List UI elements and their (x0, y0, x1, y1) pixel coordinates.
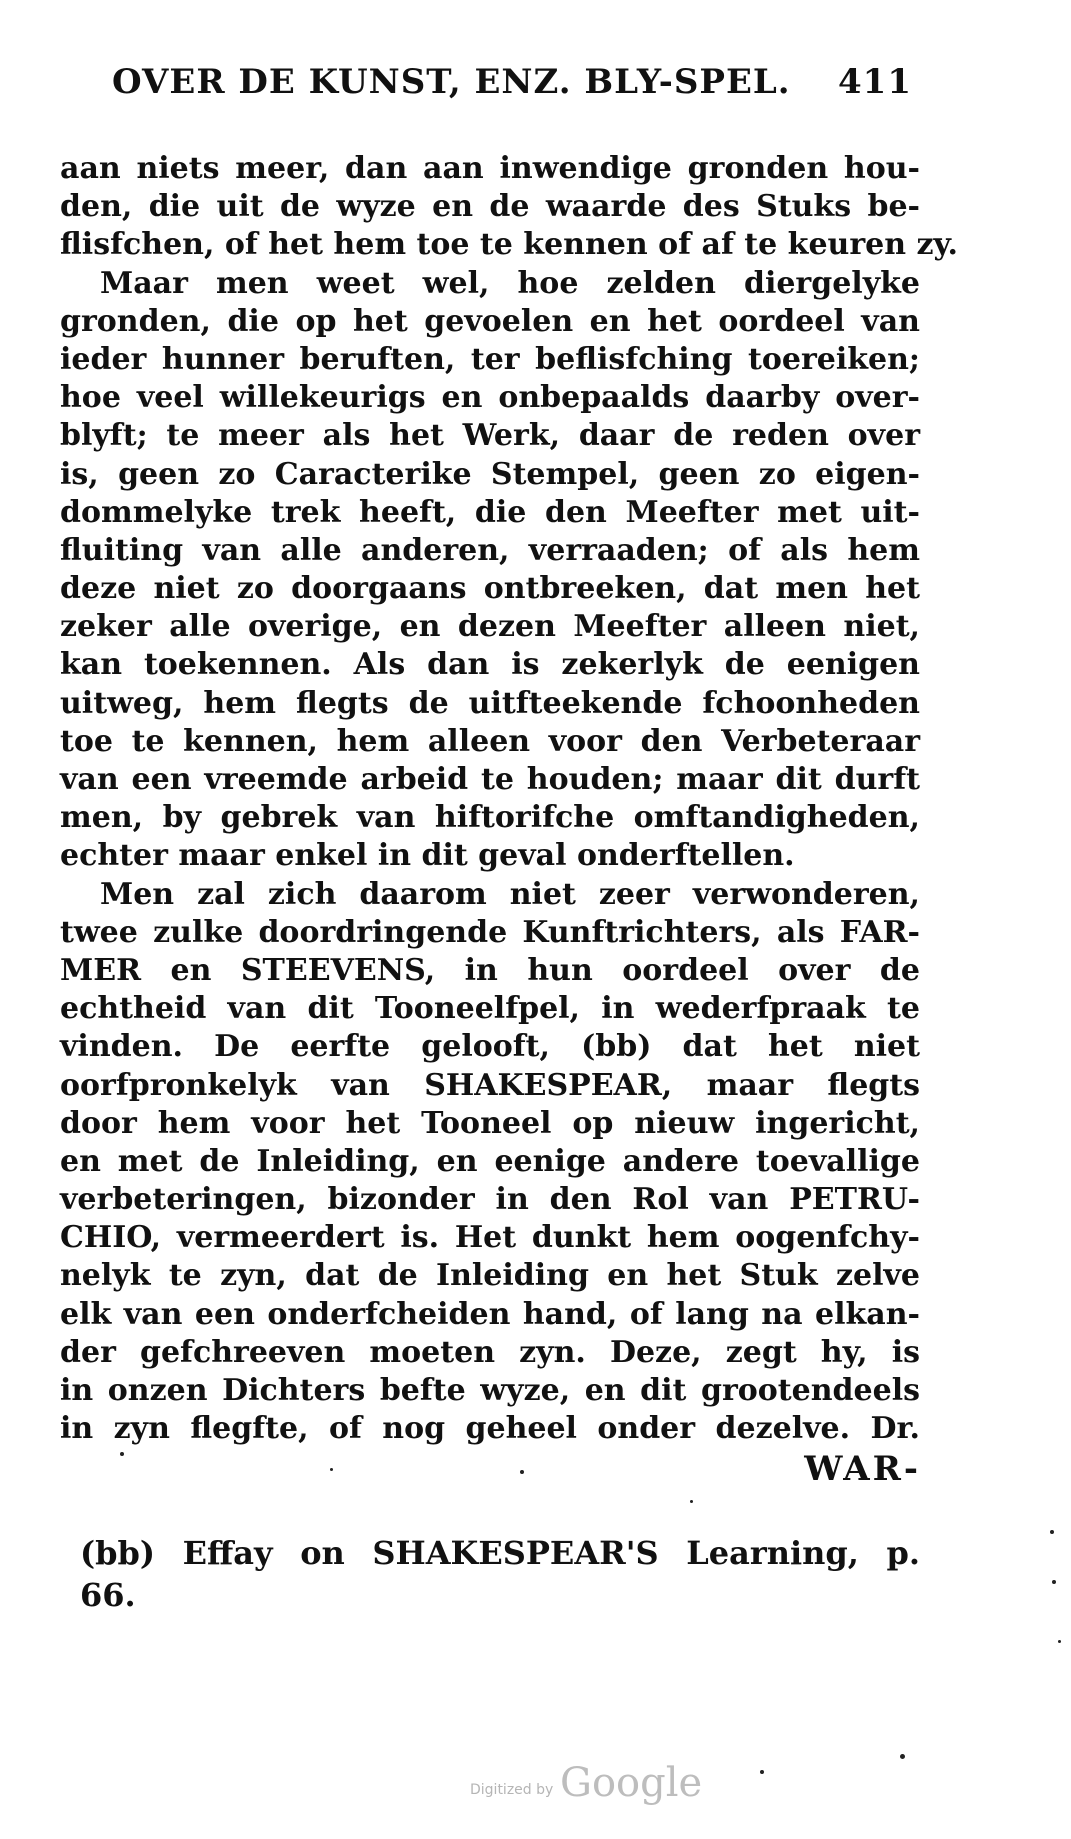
text-line: nelyk te zyn, dat de Inleiding en het Stuk zelve (60, 1258, 920, 1294)
body-text (60, 150, 958, 1448)
ink-speck (520, 1470, 524, 1474)
text-line: in zyn flegfte, of nog geheel onder dezelve. Dr. (60, 1411, 920, 1447)
text-line: fluiting van alle anderen, verraaden; of als hem (60, 532, 920, 568)
text-line: Men zal zich daarom niet zeer verwonderen, (100, 876, 920, 912)
text-line: in onzen Dichters befte wyze, en dit grootendeels (60, 1373, 920, 1408)
running-title: OVER DE KUNST, ENZ. BLY-SPEL. (112, 62, 791, 102)
text-line: verbeteringen, bizonder in den Rol van PETRU- (60, 1182, 920, 1218)
text-line: aan niets meer, dan aan inwendige gronden hou- (60, 151, 920, 186)
text-line: toe te kennen, hem alleen voor den Verbeteraar (60, 723, 920, 759)
watermark-prefix: Digitized by (470, 1782, 554, 1798)
text-line: is, geen zo Caracterike Stempel, geen zo eigen- (60, 456, 920, 492)
text-line: CHIO, vermeerdert is. Het dunkt hem oogenfchy- (60, 1220, 920, 1256)
text-line: twee zulke doordringende Kunftrichters, als FAR- (60, 914, 920, 950)
text-line: uitweg, hem flegts de uitfteekende fchoonheden (60, 685, 920, 721)
text-line: oorfpronkelyk van SHAKESPEAR, maar flegts (60, 1067, 920, 1103)
footnote (80, 1532, 920, 1616)
text-line: kan toekennen. Als dan is zekerlyk de eenigen (60, 647, 920, 683)
footnote-line: 66. (80, 1576, 136, 1614)
text-line: van een vreemde arbeid te houden; maar dit durft (60, 762, 920, 797)
text-line: echter maar enkel in dit geval onderftellen. (60, 838, 795, 874)
text-line: hoe veel willekeurigs en onbepaalds daarby over- (60, 380, 920, 416)
text-line: deze niet zo doorgaans ontbreeken, dat men het (60, 571, 920, 607)
text-line: vinden. De eerfte gelooft, (bb) dat het niet (60, 1029, 920, 1065)
digitized-watermark (470, 1762, 770, 1808)
ink-speck (1052, 1580, 1056, 1584)
text-line: dommelyke trek heeft, die den Meefter met uit- (60, 494, 920, 530)
ink-speck (1050, 1530, 1054, 1534)
text-line: den, die uit de wyze en de waarde des Stuks be- (60, 189, 920, 225)
running-head (112, 62, 912, 112)
ink-speck (120, 1452, 124, 1456)
text-line: en met de Inleiding, en eenige andere toevallige (60, 1143, 920, 1179)
text-line: blyft; te meer als het Werk, daar de reden over (60, 418, 920, 454)
text-line: door hem voor het Tooneel op nieuw ingericht, (60, 1105, 920, 1141)
text-line: flisfchen, of het hem toe te kennen of af te keuren zy. (60, 227, 958, 263)
google-logo: Google (560, 1760, 703, 1806)
text-line: men, by gebrek van hiftorifche omftandigheden, (60, 800, 920, 836)
ink-speck (1058, 1640, 1061, 1643)
ink-speck (690, 1500, 693, 1503)
text-line: zeker alle overige, en dezen Meefter alleen niet, (60, 609, 920, 645)
footnote-line: (bb) Effay on SHAKESPEAR'S Learning, p. (80, 1534, 920, 1572)
text-line: gronden, die op het gevoelen en het oordeel van (60, 303, 920, 339)
ink-speck (900, 1754, 905, 1759)
page-number: 411 (838, 62, 912, 102)
text-line: ieder hunner beruften, ter beflisfching toereiken; (60, 341, 920, 377)
catchword: WAR- (804, 1449, 921, 1489)
text-line: elk van een onderfcheiden hand, of lang na elkan- (60, 1296, 920, 1332)
ink-speck (330, 1468, 333, 1471)
text-line: echtheid van dit Tooneelfpel, in wederfpraak te (60, 991, 920, 1027)
text-line: der gefchreeven moeten zyn. Deze, zegt hy, is (60, 1334, 920, 1370)
text-line: MER en STEEVENS, in hun oordeel over de (60, 952, 920, 988)
text-line: Maar men weet wel, hoe zelden diergelyke (100, 265, 920, 301)
